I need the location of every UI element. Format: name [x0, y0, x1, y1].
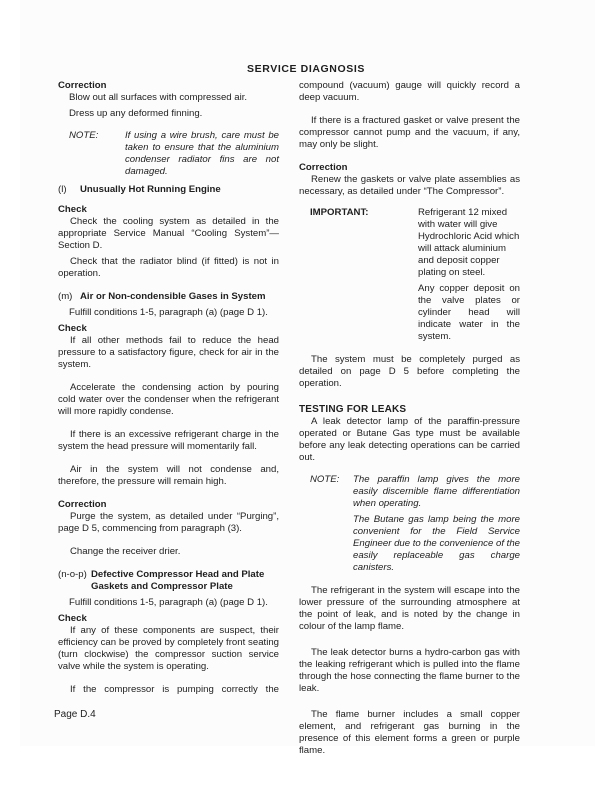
- paragraph: Check the cooling system as detailed in the appropriate Service Manual “Cooling System”—Section D.: [58, 216, 279, 251]
- right-column: [299, 80, 520, 757]
- paragraph: If there is a fractured gasket or valve present the compressor cannot pump and the vacuum, if any, may only be slight.: [299, 115, 520, 150]
- important-text: Any copper deposit on the valve plates or cylinder head will indicate water in the system.: [418, 283, 520, 342]
- section-heading-testing: TESTING FOR LEAKS: [299, 404, 407, 415]
- paragraph: If the compressor is pumping correctly the: [70, 684, 279, 695]
- important-text: Refrigerant 12 mixed with water will give Hydrochloric Acid which will attack aluminium and deposit copper plating on steel.: [418, 207, 520, 278]
- note-block: [58, 130, 279, 178]
- check-heading: Check: [58, 204, 87, 215]
- note-label: NOTE:: [69, 130, 99, 141]
- check-heading: Check: [58, 613, 87, 624]
- paragraph: If any of these components are suspect, their efficiency can be proved by completely front seating (turn clockwise) the compressor suction service valve while the system is operating.: [58, 625, 279, 672]
- section-heading-nop: (n-o-p) Defective Compressor Head and Plate Gaskets and Compressor Plate: [58, 569, 265, 592]
- paragraph: Change the receiver drier.: [70, 546, 181, 557]
- correction-line: Blow out all surfaces with compressed air.: [69, 92, 248, 103]
- correction-heading: Correction: [58, 80, 107, 91]
- note-label: NOTE:: [310, 474, 340, 485]
- correction-line: Dress up any deformed finning.: [69, 108, 203, 119]
- paragraph: A leak detector lamp of the paraffin-pressure operated or Butane Gas type must be available before any leak detecting operations can be carried out.: [299, 416, 520, 463]
- important-label: IMPORTANT:: [310, 207, 369, 218]
- note-text: If using a wire brush, care must be taken to ensure that the aluminium condenser radiator fins are not damaged.: [125, 130, 279, 177]
- correction-heading: Correction: [58, 499, 107, 510]
- paragraph: If all other methods fail to reduce the head pressure to a satisfactory figure, check for air in the system.: [58, 335, 279, 370]
- paragraph: The leak detector burns a hydro-carbon gas with the leaking refrigerant which is pulled into the flame through the hose connecting the flame burner to the leak.: [299, 647, 520, 694]
- paragraph: The system must be completely purged as detailed on page D 5 before completing the operation.: [299, 354, 520, 389]
- paragraph: Renew the gaskets or valve plate assemblies as necessary, as detailed under “The Compressor”.: [299, 174, 520, 197]
- conditions-text: Fulfill conditions 1-5, paragraph (a) (page D 1).: [69, 307, 268, 318]
- page-number: Page D.4: [54, 709, 96, 720]
- conditions-text: Fulfill conditions 1-5, paragraph (a) (page D 1).: [69, 597, 268, 608]
- paragraph: If there is an excessive refrigerant charge in the system the head pressure will momentarily fall.: [58, 429, 279, 452]
- paragraph: Purge the system, as detailed under “Purging”, page D 5, commencing from paragraph (3).: [58, 511, 279, 534]
- paragraph: The refrigerant in the system will escape into the lower pressure of the surrounding atmosphere at the point of leak, and is noted by the change in colour of the lamp flame.: [299, 585, 520, 632]
- note-text: The paraffin lamp gives the more easily discernible flame differentiation when operating.: [353, 474, 520, 509]
- section-heading-l: (l) Unusually Hot Running Engine: [58, 184, 221, 195]
- important-block: [299, 207, 520, 343]
- left-column: [58, 80, 279, 696]
- paragraph: Air in the system will not condense and, therefore, the pressure will remain high.: [58, 464, 279, 487]
- paragraph: compound (vacuum) gauge will quickly record a deep vacuum.: [299, 80, 520, 103]
- note-text: The Butane gas lamp being the more convenient for the Field Service Engineer due to the convenience of the easily replaceable gas charge canisters.: [353, 514, 520, 573]
- page-header: SERVICE DIAGNOSIS: [247, 63, 365, 75]
- check-heading: Check: [58, 323, 87, 334]
- paragraph: Check that the radiator blind (if fitted) is not in operation.: [58, 256, 279, 279]
- paragraph: The flame burner includes a small copper element, and refrigerant gas burning in the presence of this element forms a green or purple flame.: [299, 709, 520, 756]
- correction-heading: Correction: [299, 162, 348, 173]
- section-heading-m: (m) Air or Non-condensible Gases in System: [58, 291, 266, 302]
- paragraph: Accelerate the condensing action by pouring cold water over the condenser when the refrigerant will more rapidly condense.: [58, 382, 279, 417]
- note-block: [299, 474, 520, 574]
